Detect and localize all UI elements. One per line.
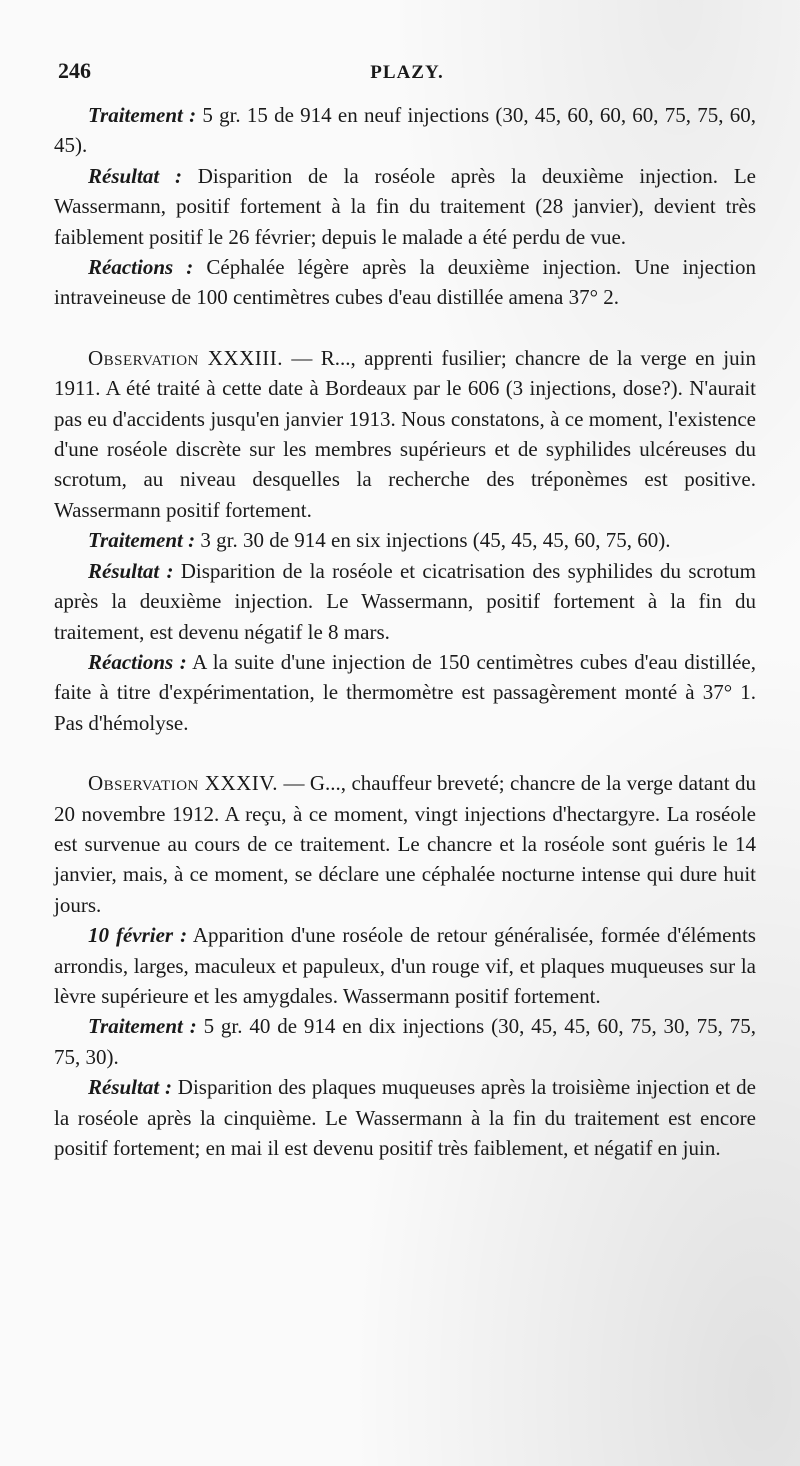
observation-heading: Observation XXXIII. xyxy=(88,345,283,370)
paragraph-resultat xyxy=(54,1072,756,1163)
paragraph-date-entry xyxy=(54,920,756,1011)
paragraph-text: Disparition des plaques muqueuses après la troisième injection et de la roséole après la cinquième. Le Wassermann à la fin du traitement est encore positif fortement; en mai il est devenu positif très faiblement, et négatif en juin. xyxy=(54,1075,756,1160)
observation-heading: Observation XXXIV. xyxy=(88,771,279,796)
paragraph-label: Résultat : xyxy=(88,163,182,188)
paragraph-resultat xyxy=(54,161,756,252)
paragraph-label: Réactions : xyxy=(88,649,187,674)
paragraph-text: 5 gr. 40 de 914 en dix injections (30, 45, 45, 60, 75, 30, 75, 75, 75, 30). xyxy=(54,1014,756,1069)
paragraph-text: — G..., chauffeur breveté; chancre de la verge datant du 20 novembre 1912. A reçu, à ce moment, vingt injections d'hectargyre. La roséole est survenue au cours de ce traitement. Le chancre et la roséole sont guéris le 14 janvier, mais, à ce moment, se déclare une céphalée nocturne intense qui dure huit jours. xyxy=(54,771,757,917)
section-gap xyxy=(54,738,756,768)
paragraph-label: Traitement : xyxy=(88,1014,197,1039)
paragraph-traitement xyxy=(54,1011,756,1072)
section-gap xyxy=(54,313,756,343)
paragraph-label: Résultat : xyxy=(88,558,174,583)
paragraph-text: A la suite d'une injection de 150 centimètres cubes d'eau distillée, faite à titre d'expérimentation, le thermomètre est passagèrement monté à 37° 1. Pas d'hémolyse. xyxy=(54,649,756,735)
page-header xyxy=(58,58,756,90)
paragraph-label: 10 février : xyxy=(88,923,188,948)
page-number: 246 xyxy=(58,58,91,83)
paragraph-text: 3 gr. 30 de 914 en six injections (45, 45, 45, 60, 75, 60). xyxy=(195,528,671,553)
body-text xyxy=(54,100,756,1163)
paragraph-label: Traitement : xyxy=(88,528,196,553)
paragraph-label: Réactions : xyxy=(88,255,194,280)
paragraph-text: — R..., apprenti fusilier; chancre de la verge en juin 1911. A été traité à cette date à Bordeaux par le 606 (3 injections, dose?). N'aurait pas eu d'accidents jusqu'en janvier 1913. Nous constatons, à ce moment, l'existence d'une roséole discrète sur les membres supérieurs et de syphilides ulcéreuses du scrotum, au niveau desquelles la recherche des tréponèmes est positive. Wassermann positif fortement. xyxy=(54,345,756,522)
paragraph-resultat xyxy=(54,556,756,647)
observation-xxxiv-intro xyxy=(54,768,756,920)
paragraph-traitement xyxy=(54,100,756,161)
paragraph-reactions xyxy=(54,647,756,738)
paragraph-label: Traitement : xyxy=(88,103,197,127)
paragraph-text: Apparition d'une roséole de retour généralisée, formée d'éléments arrondis, larges, maculeux et papuleux, d'un rouge vif, et plaques muqueuses sur la lèvre supérieure et les amygdales. Wassermann positif fortement. xyxy=(54,923,756,1008)
running-head: PLAZY. xyxy=(370,62,444,83)
paragraph-text: Disparition de la roséole et cicatrisation des syphilides du scrotum après la deuxième injection. Le Wassermann, positif fortement à la fin du traitement, est devenu négatif le 8 mars. xyxy=(54,558,756,644)
observation-xxxiii-intro xyxy=(54,343,756,525)
paragraph-reactions xyxy=(54,252,756,313)
paragraph-text: Céphalée légère après la deuxième injection. Une injection intraveineuse de 100 centimètres cubes d'eau distillée amena 37° 2. xyxy=(54,255,756,310)
paragraph-traitement xyxy=(54,525,756,555)
paragraph-text: Disparition de la roséole après la deuxième injection. Le Wassermann, positif fortement à la fin du traitement (28 janvier), devient très faiblement positif le 26 février; depuis le malade a été perdu de vue. xyxy=(54,163,756,249)
paragraph-text: 5 gr. 15 de 914 en neuf injections (30, 45, 60, 60, 60, 75, 75, 60, 45). xyxy=(54,103,757,158)
paragraph-label: Résultat : xyxy=(88,1075,172,1100)
